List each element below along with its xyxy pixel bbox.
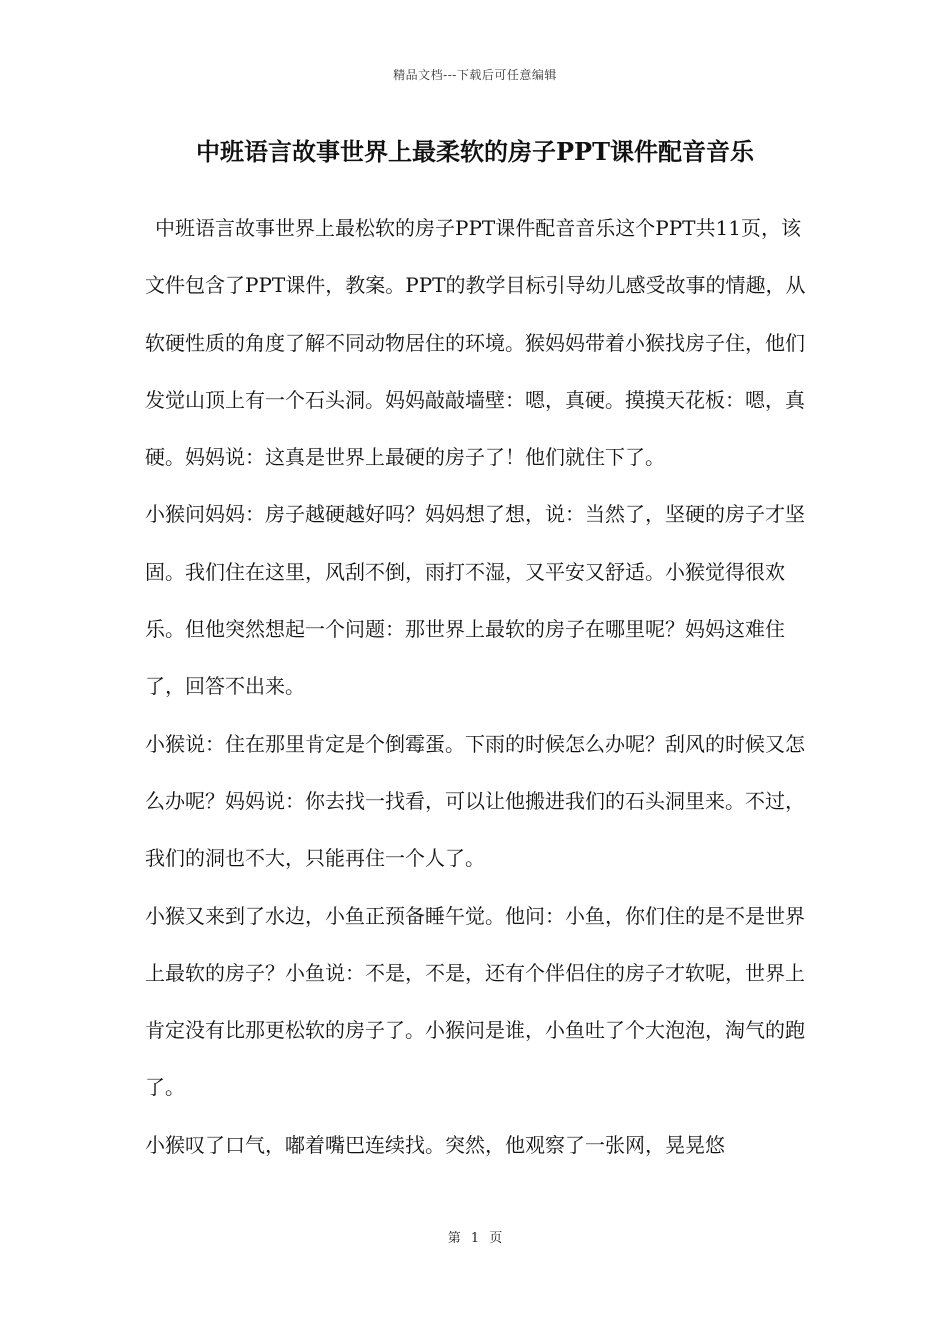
paragraph-4: 小猴又来到了水边，小鱼正预备睡午觉。他问：小鱼，你们住的是不是世界上最软的房子？小鱼说：不是，不是，还有个伴侣住的房子才软呢，世界上肯定没有比那更松软的房子了。小猴问是谁，小鱼吐了个大泡泡，淘气的跑了。 (145, 903, 805, 1100)
document-title: 中班语言故事世界上最柔软的房子PPT课件配音音乐 (196, 137, 754, 166)
paragraph-1: 中班语言故事世界上最松软的房子PPT课件配音音乐这个PPT共11页，该文件包含了PPT课件，教案。PPT的教学目标引导幼儿感受故事的情趣，从软硬性质的角度了解不同动物居住的环境。猴妈妈带着小猴找房子住，他们发觉山顶上有一个石头洞。妈妈敲敲墙壁：嗯，真硬。摸摸天花板：嗯，真硬。妈妈说：这真是世界上最硬的房子了！他们就住下了。 (145, 216, 806, 470)
paragraph-5: 小猴叹了口气，嘟着嘴巴连续找。突然，他观察了一张网，晃晃悠 (145, 1132, 725, 1157)
page-number: 1 (470, 1231, 480, 1246)
paragraph-3: 小猴说：住在那里肯定是个倒霉蛋。下雨的时候怎么办呢？刮风的时候又怎么办呢？妈妈说：你去找一找看，可以让他搬进我们的石头洞里来。不过，我们的洞也不大，只能再住一个人了。 (145, 731, 805, 871)
page-footer (0, 1227, 950, 1246)
footer-suffix: 页 (489, 1231, 503, 1246)
paragraph-2: 小猴问妈妈：房子越硬越好吗？妈妈想了想，说：当然了，坚硬的房子才坚固。我们住在这里，风刮不倒，雨打不湿，又平安又舒适。小猴觉得很欢乐。但他突然想起一个问题：那世界上最软的房子在哪里呢？妈妈这难住了，回答不出来。 (145, 502, 805, 699)
header-note: 精品文档---下载后可任意编辑 (393, 68, 557, 82)
footer-prefix: 第 (447, 1231, 461, 1246)
document-body (145, 200, 810, 1174)
